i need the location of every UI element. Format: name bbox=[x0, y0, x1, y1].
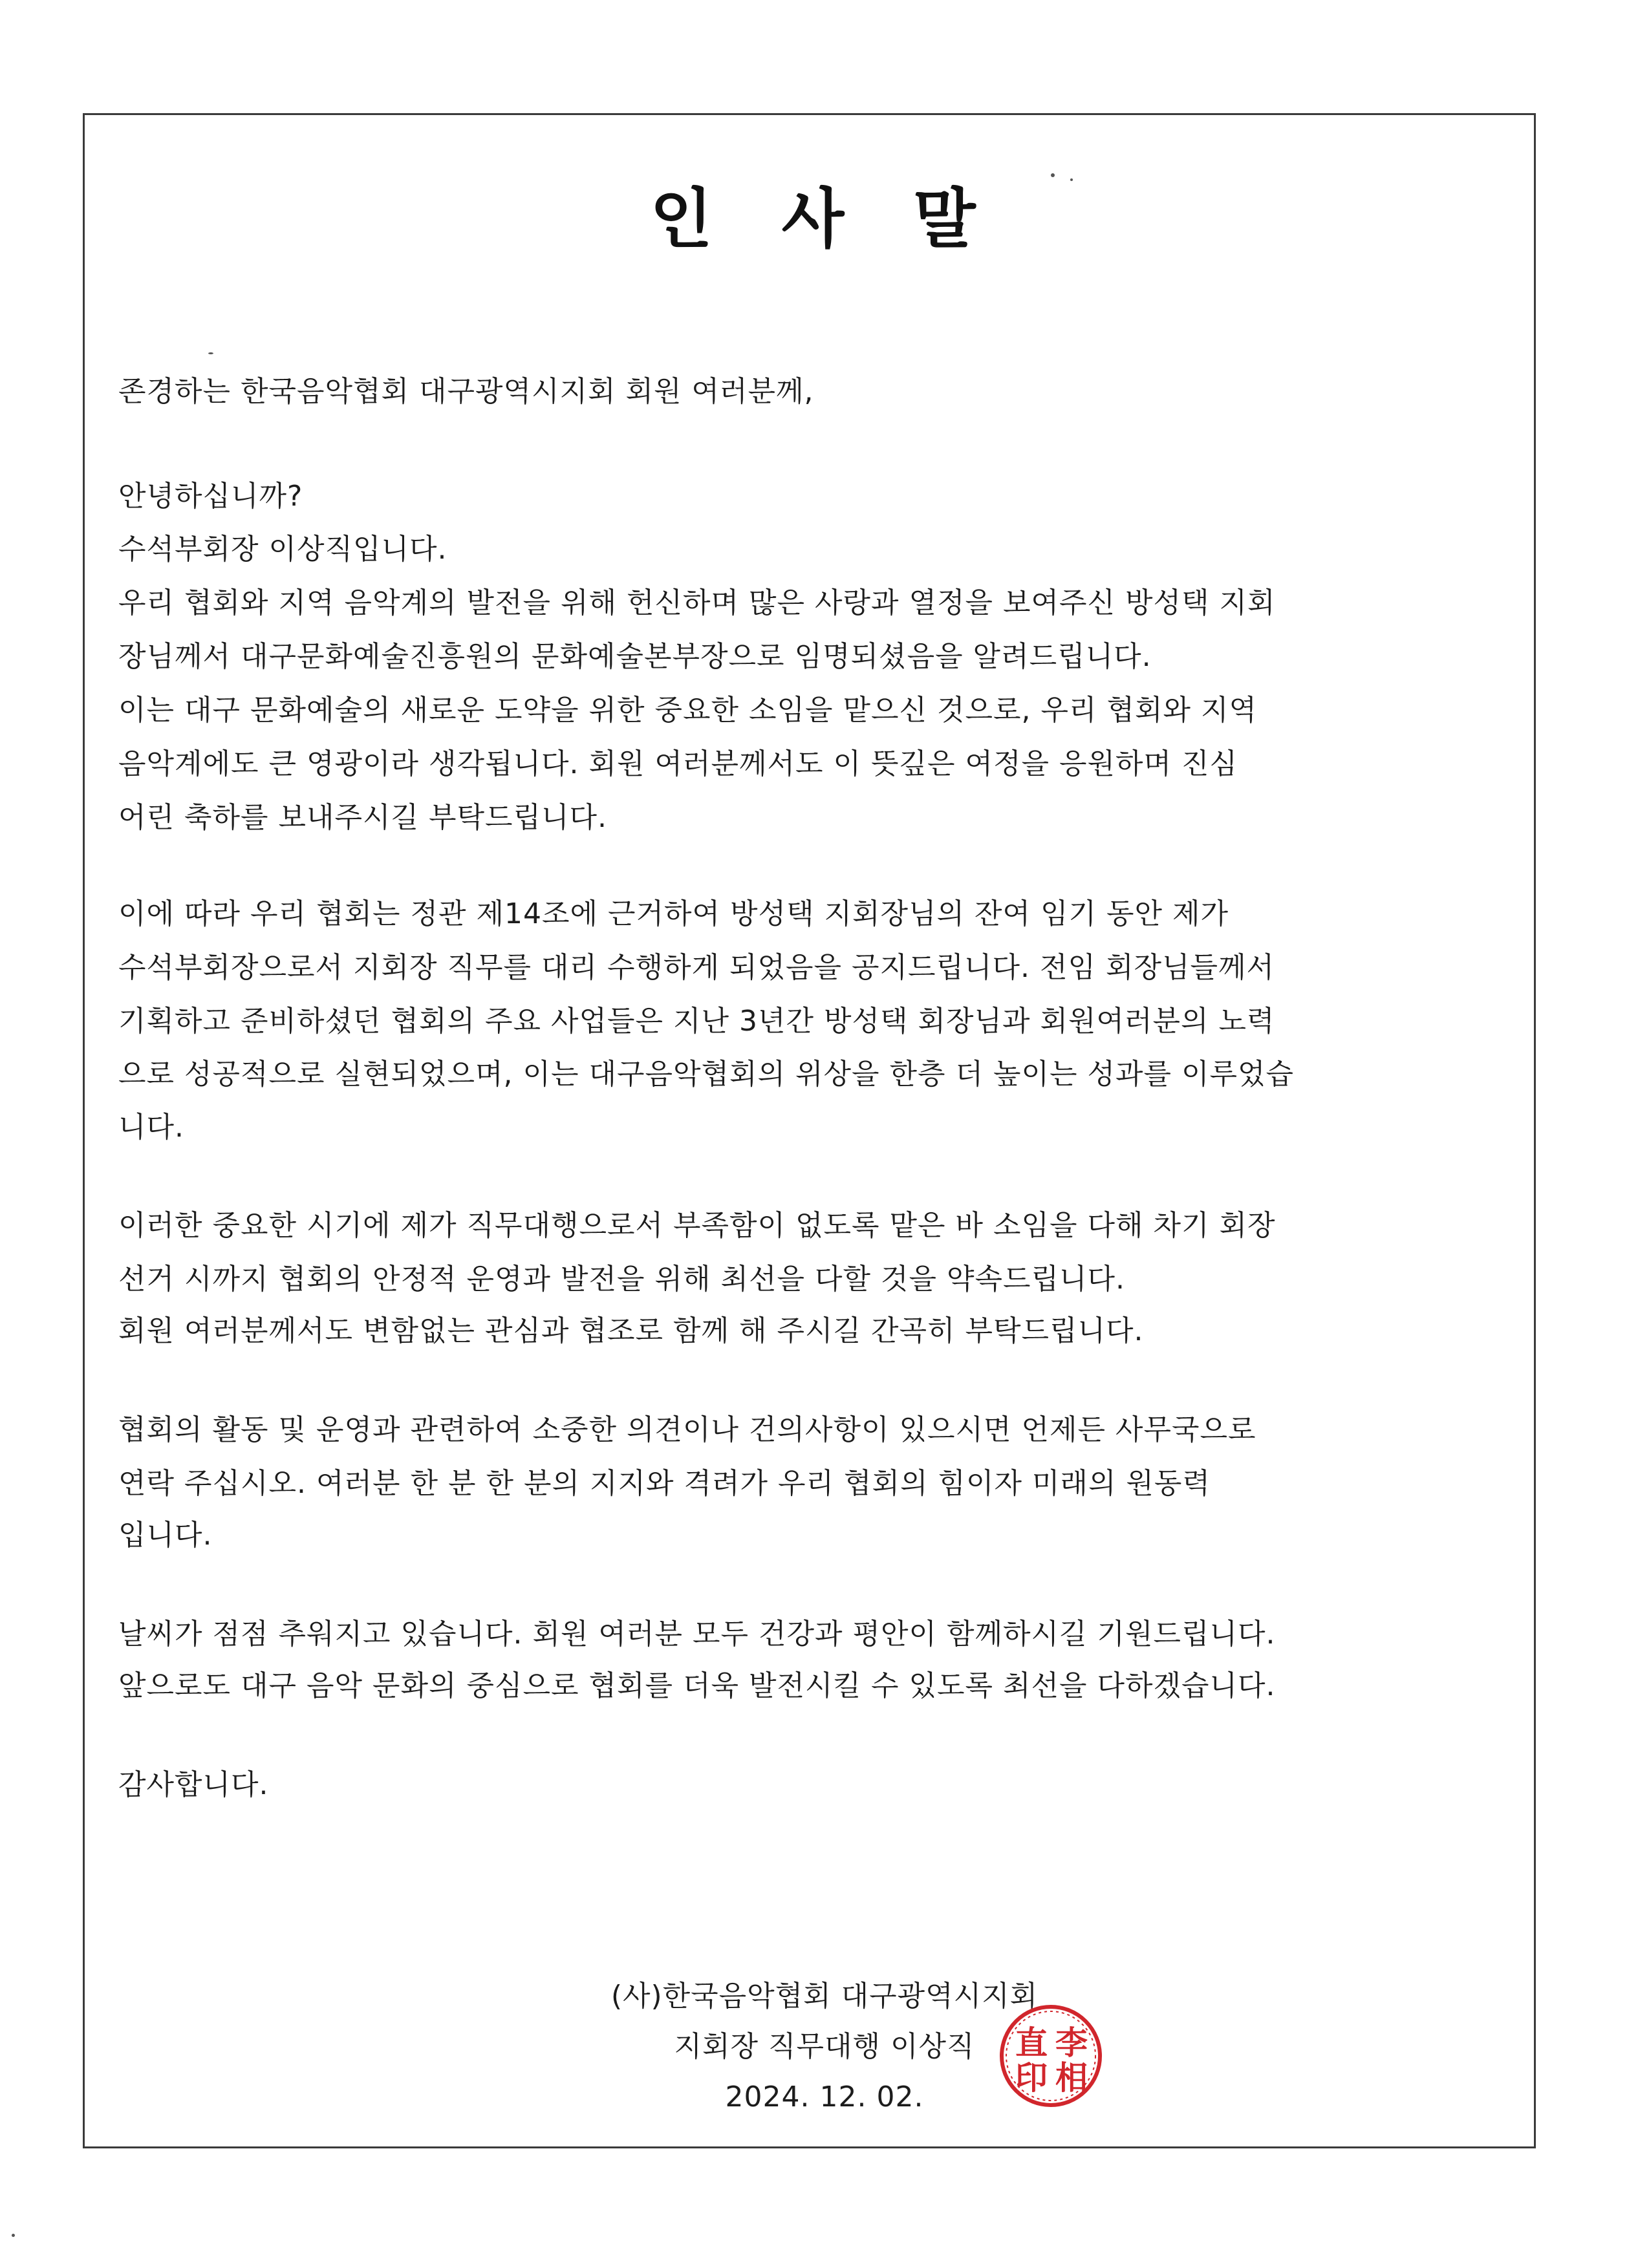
body-line: 날씨가 점점 추워지고 있습니다. 회원 여러분 모두 건강과 평안이 함께하시길 기원드립니다. bbox=[118, 1618, 1276, 1651]
signature-date: 2024. 12. 02. bbox=[725, 2081, 924, 2113]
body-line: 으로 성공적으로 실현되었으며, 이는 대구음악협회의 위상을 한층 더 높이는 성과를 이루었습 bbox=[118, 1058, 1294, 1091]
body-line: 수석부회장으로서 지회장 직무를 대리 수행하게 되었음을 공지드립니다. 전임 회장님들께서 bbox=[118, 951, 1275, 984]
body-line: 음악계에도 큰 영광이라 생각됩니다. 회원 여러분께서도 이 뜻깊은 여정을 응원하며 진심 bbox=[118, 747, 1238, 780]
body-line: 앞으로도 대구 음악 문화의 중심으로 협회를 더욱 발전시킬 수 있도록 최선을 다하겠습니다. bbox=[118, 1669, 1276, 1702]
salutation: 존경하는 한국음악협회 대구광역시지회 회원 여러분께, bbox=[118, 375, 814, 408]
body-line: 이는 대구 문화예술의 새로운 도약을 위한 중요한 소임을 맡으신 것으로, 우리 협회와 지역 bbox=[118, 694, 1257, 727]
body-line: 선거 시까지 협회의 안정적 운영과 발전을 위해 최선을 다할 것을 약속드립니다. bbox=[118, 1263, 1125, 1296]
body-line: 이에 따라 우리 협회는 정관 제14조에 근거하여 방성택 지회장님의 잔여 임기 동안 제가 bbox=[118, 897, 1229, 930]
body-line: 협회의 활동 및 운영과 관련하여 소중한 의견이나 건의사항이 있으시면 언제든 사무국으로 bbox=[118, 1413, 1256, 1446]
seal-char: 李 bbox=[1055, 2024, 1088, 2062]
page-border bbox=[83, 113, 1536, 2148]
body-line: 입니다. bbox=[118, 1519, 213, 1552]
body-line: 안녕하십니까? bbox=[118, 480, 303, 513]
body-line: 수석부회장 이상직입니다. bbox=[118, 533, 447, 566]
body-line: 어린 축하를 보내주시길 부탁드립니다. bbox=[118, 801, 608, 834]
seal-char: 直 bbox=[1015, 2024, 1048, 2062]
signature-position: 지회장 직무대행 이상직 bbox=[674, 2030, 975, 2063]
letter-title: 인 사 말 bbox=[650, 181, 999, 257]
closing-line: 감사합니다. bbox=[118, 1768, 269, 1801]
scan-speck bbox=[208, 352, 213, 354]
body-line: 연락 주십시오. 여러분 한 분 한 분의 지지와 격려가 우리 협회의 힘이자 미래의 원동력 bbox=[118, 1467, 1211, 1500]
seal-char: 印 bbox=[1015, 2059, 1048, 2097]
body-line: 이러한 중요한 시기에 제가 직무대행으로서 부족함이 없도록 맡은 바 소임을 다해 차기 회장 bbox=[118, 1209, 1276, 1242]
body-line: 장님께서 대구문화예술진흥원의 문화예술본부장으로 임명되셨음을 알려드립니다. bbox=[118, 640, 1152, 673]
seal-char: 相 bbox=[1055, 2059, 1088, 2097]
body-line: 니다. bbox=[118, 1111, 184, 1144]
signature-organization: (사)한국음악협회 대구광역시지회 bbox=[610, 1980, 1039, 2013]
scan-speck bbox=[12, 2234, 15, 2237]
body-line: 기획하고 준비하셨던 협회의 주요 사업들은 지난 3년간 방성택 회장님과 회원여러분의 노력 bbox=[118, 1005, 1275, 1038]
body-line: 회원 여러분께서도 변함없는 관심과 협조로 함께 해 주시길 간곡히 부탁드립니다. bbox=[118, 1314, 1144, 1347]
seal-stamp bbox=[996, 2001, 1106, 2111]
body-line: 우리 협회와 지역 음악계의 발전을 위해 헌신하며 많은 사랑과 열정을 보여주신 방성택 지회 bbox=[118, 586, 1276, 619]
